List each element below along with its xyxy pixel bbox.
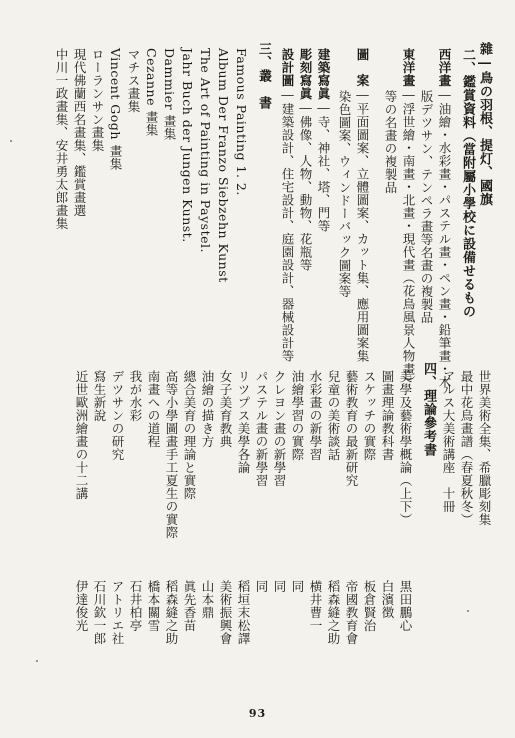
western-painting-cont: 版デツサン、テンペラ畫等名畫の複製品 [419, 90, 434, 324]
heading-appreciation-materials: 二、鑑賞資料（當附屬小學校に設備せるもの [460, 48, 475, 318]
ref-oil-painting: 油繪學習の實際 [290, 370, 305, 461]
series-gogh: Vincent Gogh 畫集 [108, 48, 123, 171]
label-blueprint: 設計圖 [280, 48, 295, 87]
series-jahr-buch: Jahr Buch der Jungen Kunst. [180, 48, 195, 243]
ref-crayon-author: 同 [272, 580, 287, 593]
ref-road-to-nanga-author: 橋本關雪 [146, 580, 161, 632]
western-painting-line [437, 48, 452, 389]
ref-crayon: クレヨン畫の新學習 [272, 370, 287, 487]
ref-art-education-author: 帝國教育會 [344, 580, 359, 645]
ref-dessin-study: デツサンの研究 [110, 370, 125, 461]
series-matisse: マチス畫集 [126, 48, 141, 113]
text-western-painting: ―油繪・水彩畫・パステル畫・ペン畫・鉛筆畫・木 [437, 87, 452, 389]
ref-lipps-aesthetics: リツプス美學各論 [236, 370, 251, 474]
ref-aesthetics-author: 黒田鵬心 [398, 580, 413, 632]
text-design: ―平面圖案、立體圖案、カット集、應用圖案集 [355, 87, 370, 363]
design-line [355, 48, 370, 363]
ref-sketching-theory-author: 石川欽一郎 [92, 580, 107, 645]
series-album-kunst: Album Der Franzo Siebzehn Kunst [216, 48, 231, 283]
label-western-painting: 西洋畫 [437, 48, 452, 87]
ref-sketch-author: 板倉賢治 [362, 580, 377, 632]
ref-oil-painting-author: 同 [290, 580, 305, 593]
text-blueprint: ―建築設計、住宅設計、庭園設計、器械設計等 [280, 87, 295, 363]
label-architecture-photo: 建築寫眞 [316, 48, 331, 100]
sculpture-photo-line [298, 48, 313, 272]
ref-children-art-author: 稻森縫之助 [326, 580, 341, 645]
eastern-painting-line [401, 48, 416, 389]
series-modern-french: 現代佛蘭西名畫集、鑑賞畫選 [72, 48, 87, 217]
blueprint-line [280, 48, 295, 363]
ref-sketching-theory: 寫生新說 [92, 370, 107, 422]
ref-pastel-author: 同 [254, 580, 269, 593]
ref-lipps-aesthetics-author: 稻垣末松譯 [236, 580, 251, 645]
series-art-of-painting: The Art of Painting in Paystel. [198, 48, 213, 253]
ref-drawing-theory: 圖畫理論教科書 [380, 370, 395, 461]
ref-road-to-nanga: 南畫への道程 [146, 370, 161, 448]
architecture-photo-line [316, 48, 331, 233]
scan-speck [36, 660, 38, 662]
series-dammier: Dammier 畫集 [162, 48, 177, 141]
series-laurencin: ローランサン畫集 [90, 48, 105, 152]
page-number: 93 [248, 707, 267, 720]
ref-general-art-edu-author: 眞先香苗 [182, 580, 197, 632]
series-famous-painting: Famous Painting 1. 2. [234, 48, 249, 196]
design-cont: 染色圖案、ウィンドーバック圖案等 [337, 90, 352, 298]
heading-misc: 雜―鳥の羽根、提灯、國旗 [477, 42, 492, 206]
ref-my-watercolor-author: 石井柏亭 [128, 580, 143, 632]
eastern-painting-cont: 等の名畫の複製品 [383, 90, 398, 194]
label-sculpture-photo: 彫刻寫眞 [298, 48, 313, 100]
text-architecture-photo: ―寺、神社、塔、門等 [316, 100, 331, 233]
ref-modern-european-painting: 近世歐洲繪畫の十二講 [74, 370, 89, 500]
text-sculpture-photo: ―佛像、人物、動物、花瓶等 [298, 100, 313, 272]
ref-watercolor-author: 横井曹一 [308, 580, 323, 632]
label-design: 圖 案 [355, 48, 370, 87]
ref-my-watercolor: 我が水彩 [128, 370, 143, 422]
lower-ars-art-course: アルス大美術講座 十冊 [441, 370, 456, 513]
lower-world-art-collection: 世界美術全集、希臘彫刻集 [477, 370, 492, 526]
ref-pastel: パステル畫の新學習 [254, 370, 269, 487]
series-cezanne: Cezanne 畫集 [144, 48, 159, 137]
scan-speck [467, 610, 469, 612]
ref-womens-art-edu-author: 美術振興會 [218, 580, 233, 645]
ref-art-education: 藝術教育の最新研究 [344, 370, 359, 487]
heading-series: 三、叢 書 [256, 42, 271, 110]
series-nakagawa-yasui: 中川一政畫集、安井勇太郎畫集 [54, 48, 69, 230]
ref-aesthetics: 美學及藝術學概論（上下） [398, 370, 413, 526]
ref-general-art-edu: 總合美育の理論と實際 [182, 370, 197, 500]
ref-how-to-oil-paint-author: 山本鼎 [200, 580, 215, 619]
ref-higher-school-drawing-author: 稻森縫之助 [164, 580, 179, 645]
lower-bird-flower-album: 最中花鳥畫譜（春夏秋冬） [459, 370, 474, 526]
ref-how-to-oil-paint: 油繪の描き方 [200, 370, 215, 448]
ref-children-art: 兒童の美術談話 [326, 370, 341, 461]
ref-higher-school-drawing: 高等小學圖畫手工夏生の實際 [164, 370, 179, 539]
text-eastern-painting: ―浮世繪・南畫・北畫・現代畫（花鳥風景人物畫） [401, 87, 416, 389]
ref-drawing-theory-author: 白濱徴 [380, 580, 395, 619]
label-eastern-painting: 東洋畫 [401, 48, 416, 87]
ref-watercolor: 水彩畫の新學習 [308, 370, 323, 461]
ref-dessin-study-author: アトリエ社 [110, 580, 125, 645]
ref-sketch: スケッチの實際 [362, 370, 377, 461]
heading-theory-references: 四、理論參考書 [421, 362, 436, 457]
ref-modern-european-painting-author: 伊達俊光 [74, 580, 89, 632]
scan-speck [10, 140, 12, 142]
ref-womens-art-edu: 女子美育教典 [218, 370, 233, 448]
